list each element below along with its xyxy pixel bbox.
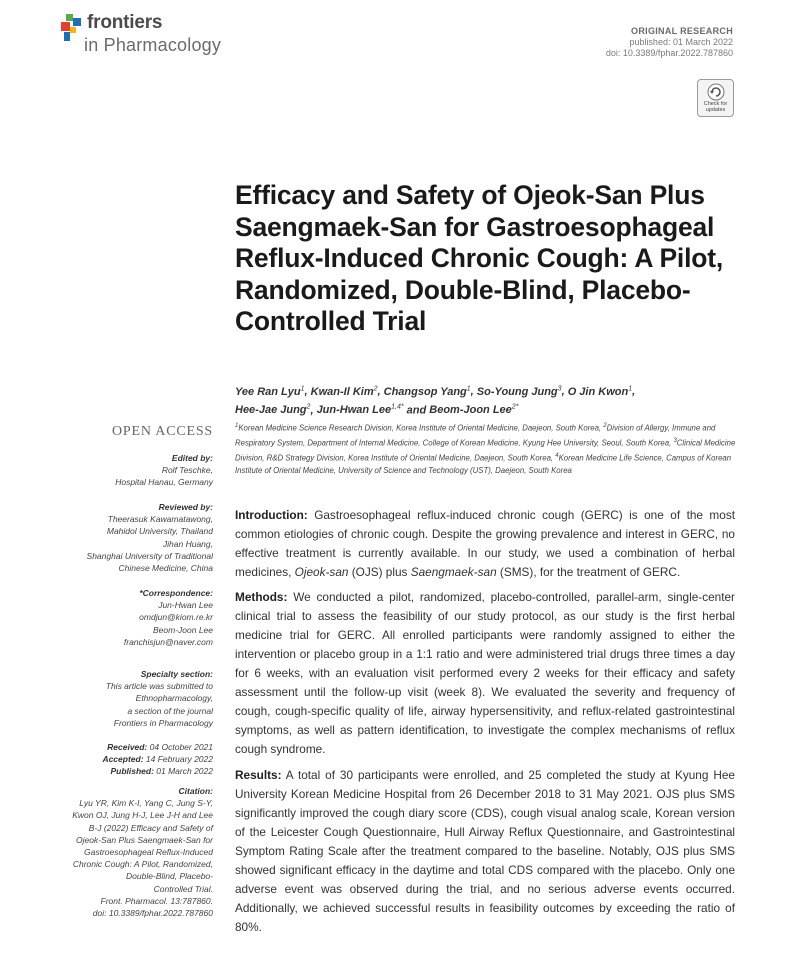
check-for-updates-button[interactable] <box>697 79 734 117</box>
correspondence-section: *Correspondence: Jun-Hwan Lee omdjun@kiom.re.kr Beom-Joon Lee franchisjun@naver.com <box>48 587 213 648</box>
citation-section: Citation: Lyu YR, Kim K-I, Yang C, Jung S-Y, Kwon OJ, Jung H-J, Lee J-H and Lee B-J (2022) Efficacy and Safety of Ojeok-San Plus Saengmaek-San for Gastroesophageal Reflux-Induced Chronic Cough: A Pilot, Randomized, Double-Blind, Placebo- Controlled Trial. Front. Pharmacol. 13:787860. doi: 10.3389/fphar.2022.787860 <box>48 785 213 919</box>
frontiers-logo-icon <box>61 14 83 42</box>
specialty-section: Specialty section: This article was submitted to Ethnopharmacology, a section of the journal Frontiers in Pharmacology <box>105 669 213 728</box>
abstract-methods: Methods: We conducted a pilot, randomized, placebo-controlled, parallel-arm, single-center clinical trial to assess the feasibility of our study protocol, as our study is the first herbal medicine trial for GERC. All enrolled participants were randomly assigned to either the intervention or placebo group in a 1:1 ratio and were administered trial drugs three times a day for 6 weeks, with an evaluation visit performed every 2 weeks for their efficacy and safety assessment until the follow-up visit (week 8). We evaluated the severity and frequency of cough, cough-specific quality of life, airway hypersensitivity, and reflux-related gastrointestinal symptoms, as well as pattern identification, to investigate the complex mechanisms of reflux cough syndrome. <box>235 590 735 756</box>
journal-name: in Pharmacology <box>84 35 222 55</box>
received-date: Received: 04 October 2021 <box>107 742 213 752</box>
refresh-icon <box>707 83 725 101</box>
author[interactable]: Jun-Hwan Lee$^{1,4*}$ <box>316 403 404 417</box>
author[interactable]: Kwan-Il Kim$^2$ <box>310 385 378 398</box>
dates-section <box>48 741 213 778</box>
affiliations: $^1$Korean Medicine Science Research Division, Korea Institute of Oriental Medicine, Daejeon, South Korea, $^2$Division of Allergy, Immune and Respiratory System, Department of Internal Medicine, College of Korean Medicine, Kyung Hee University, Seoul, South Korea, $^3$Clinical Medicine Division, R&D Strategy Division, Korea Institute of Oriental Medicine, Daejeon, South Korea, $^4$Korean Medicine Life Science, Campus of Korean Institute of Oriental Medicine, University of Science and Technology (UST), Daejeon, South Korea <box>235 423 736 476</box>
published-date: published: 01 March 2022 <box>629 37 733 47</box>
reviewed-by-section: Reviewed by: Theerasuk Kawamatawong, Mahidol University, Thailand Jihan Huang, Shanghai University of Traditional Chinese Medicine, China <box>86 502 213 574</box>
author[interactable]: So-Young Jung$^3$ <box>476 385 562 398</box>
email-link[interactable]: franchisjun@naver.com <box>123 636 213 647</box>
edited-by-section: Edited by: Rolf Teschke, Hospital Hanau, Germany <box>115 453 213 488</box>
article-meta <box>606 26 733 59</box>
check-for-updates-label: Check for updates <box>703 101 728 113</box>
published-date-sidebar: Published: 01 March 2022 <box>110 766 213 777</box>
article-doi[interactable]: doi: 10.3389/fphar.2022.787860 <box>605 48 733 58</box>
article-type: ORIGINAL RESEARCH <box>631 26 733 36</box>
abstract-results: Results: A total of 30 participants were enrolled, and 25 completed the study at Kyung Hee University Korean Medicine Hospital from 26 December 2018 to 31 May 2021. OJS plus SMS significantly improved the cough diary score (CDS), cough visual analog scale, Korean version of the Leicester Cough Questionnaire, Hull Airway Reflux Questionnaire, and Gastrointestinal Symptom Rating Scale after the treatment compared to the baseline. Notably, OJS plus SMS showed significant efficacy in the daytime and total CDS compared with the placebo. Only one adverse event was observed during the trial, and no serious adverse events occurred. Additionally, we achieved successful results in feasibility outcomes by exceeding the ratio of 80%. <box>235 768 735 934</box>
brand-name: frontiers <box>87 12 163 33</box>
author[interactable]: Yee Ran Lyu$^1$ <box>235 385 305 398</box>
journal-logo[interactable] <box>61 12 261 62</box>
open-access-label: OPEN ACCESS <box>112 424 213 439</box>
author[interactable]: Changsop Yang$^1$ <box>383 385 471 398</box>
accepted-date: Accepted: 14 February 2022 <box>102 754 213 765</box>
article-title: Efficacy and Safety of Ojeok-San Plus Saengmaek-San for Gastroesophageal Reflux-Induced Chronic Cough: A Pilot, Randomized, Double-Blind, Placebo-Controlled Trial <box>235 180 724 336</box>
author[interactable]: O Jin Kwon$^1$ <box>567 385 633 398</box>
author-list: Yee Ran Lyu$^1$, Kwan-Il Kim$^2$, Changsop Yang$^1$, So-Young Jung$^3$, O Jin Kwon$^1$, Hee-Jae Jung$^2$, Jun-Hwan Lee$^{1,4*}$ and Beom-Joon Lee$^{2*}$ <box>235 385 636 417</box>
abstract-introduction: Introduction: Gastroesophageal reflux-induced chronic cough (GERC) is one of the most common etiologies of chronic cough. Despite the growing prevalence and interest in GERC, no effective treatment is currently available. In our study, we used a combination of herbal medicines, Ojeok-san (OJS) plus Saengmaek-san (SMS), for the treatment of GERC. <box>235 508 735 579</box>
author[interactable]: Beom-Joon Lee$^{2*}$ <box>429 403 519 417</box>
citation-doi[interactable]: doi: 10.3389/fphar.2022.787860 <box>92 908 213 919</box>
email-link[interactable]: omdjun@kiom.re.kr <box>139 612 213 623</box>
author[interactable]: Hee-Jae Jung$^2$ <box>235 403 311 417</box>
